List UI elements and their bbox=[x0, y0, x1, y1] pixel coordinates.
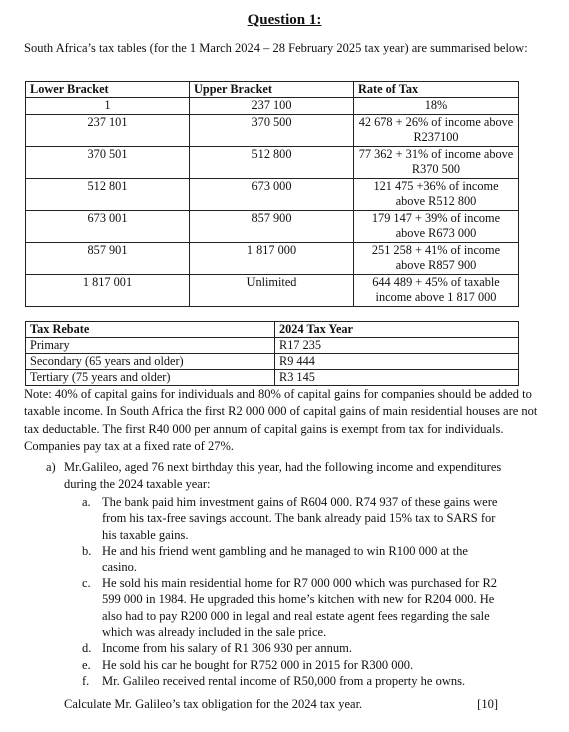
lower-bracket-cell: 1 bbox=[26, 98, 190, 115]
lower-bracket-cell: 370 501 bbox=[26, 146, 190, 178]
rate-cell: 251 258 + 41% of income above R857 900 bbox=[354, 242, 519, 274]
rebate-value-cell: R3 145 bbox=[275, 370, 519, 386]
item-text: He and his friend went gambling and he managed to win R100 000 at the casino. bbox=[102, 544, 468, 575]
item-label: c. bbox=[82, 576, 91, 590]
question-text: Mr.Galileo, aged 76 next birthday this year, had the following income and expenditures during the 2024 taxable year: bbox=[64, 460, 502, 491]
rate-cell: 121 475 +36% of income above R512 800 bbox=[354, 178, 519, 210]
upper-bracket-cell: 673 000 bbox=[190, 178, 354, 210]
upper-bracket-cell: 1 817 000 bbox=[190, 242, 354, 274]
header-rate-of-tax: Rate of Tax bbox=[354, 82, 519, 98]
item-label: a. bbox=[82, 495, 91, 509]
header-upper-bracket: Upper Bracket bbox=[190, 82, 354, 98]
rate-cell: 644 489 + 45% of taxable income above 1 817 000 bbox=[354, 274, 519, 306]
question-label: a) bbox=[46, 460, 56, 474]
instruction-text: Calculate Mr. Galileo’s tax obligation for the 2024 tax year. bbox=[64, 697, 363, 711]
tax-bracket-table bbox=[25, 81, 519, 307]
item-text: Mr. Galileo received rental income of R50,000 from a property he owns. bbox=[102, 674, 466, 688]
upper-bracket-cell: 237 100 bbox=[190, 98, 354, 115]
item-label: e. bbox=[82, 658, 91, 672]
item-text: The bank paid him investment gains of R604 000. R74 937 of these gains were from his tax-free savings account. The bank already paid 15% tax to SARS for his taxable gains. bbox=[102, 495, 498, 542]
header-tax-rebate: Tax Rebate bbox=[26, 322, 275, 338]
rebate-label-cell: Secondary (65 years and older) bbox=[26, 354, 275, 370]
rebate-label-cell: Tertiary (75 years and older) bbox=[26, 370, 275, 386]
upper-bracket-cell: 512 800 bbox=[190, 146, 354, 178]
calculation-instruction bbox=[64, 697, 498, 712]
rate-cell: 42 678 + 26% of income above R237100 bbox=[354, 114, 519, 146]
rebate-value-cell: R9 444 bbox=[275, 354, 519, 370]
table-row bbox=[26, 242, 519, 274]
lower-bracket-cell: 857 901 bbox=[26, 242, 190, 274]
upper-bracket-cell: 857 900 bbox=[190, 210, 354, 242]
table-row bbox=[26, 98, 519, 115]
table-row bbox=[26, 114, 519, 146]
lower-bracket-cell: 512 801 bbox=[26, 178, 190, 210]
list-item bbox=[82, 640, 502, 656]
header-lower-bracket: Lower Bracket bbox=[26, 82, 190, 98]
lower-bracket-cell: 237 101 bbox=[26, 114, 190, 146]
question-a bbox=[46, 459, 506, 492]
rate-cell: 18% bbox=[354, 98, 519, 115]
lower-bracket-cell: 1 817 001 bbox=[26, 274, 190, 306]
tax-rebate-table bbox=[25, 321, 519, 386]
list-item bbox=[82, 673, 502, 689]
upper-bracket-cell: Unlimited bbox=[190, 274, 354, 306]
note-paragraph: Note: 40% of capital gains for individuals and 80% of capital gains for companies should be added to taxable income. In South Africa the first R2 000 000 of capital gains of main residential houses are not tax deductable. The first R40 000 per annum of capital gains is exempt from tax for individuals. Companies pay tax at a fixed rate of 27%. bbox=[24, 387, 538, 453]
table-row bbox=[26, 338, 519, 354]
table-row bbox=[26, 146, 519, 178]
table-row bbox=[26, 274, 519, 306]
rate-cell: 77 362 + 31% of income above R370 500 bbox=[354, 146, 519, 178]
marks-label: [10] bbox=[477, 697, 498, 711]
table-header-row bbox=[26, 322, 519, 338]
intro-paragraph: South Africa’s tax tables (for the 1 March 2024 – 28 February 2025 tax year) are summarised below: bbox=[24, 41, 528, 55]
list-item bbox=[82, 543, 502, 576]
item-label: f. bbox=[82, 674, 90, 688]
rebate-value-cell: R17 235 bbox=[275, 338, 519, 354]
list-item bbox=[82, 494, 502, 543]
item-text: Income from his salary of R1 306 930 per annum. bbox=[102, 641, 352, 655]
rate-cell: 179 147 + 39% of income above R673 000 bbox=[354, 210, 519, 242]
upper-bracket-cell: 370 500 bbox=[190, 114, 354, 146]
item-label: b. bbox=[82, 544, 92, 558]
header-tax-year: 2024 Tax Year bbox=[275, 322, 519, 338]
table-row bbox=[26, 178, 519, 210]
rebate-label-cell: Primary bbox=[26, 338, 275, 354]
table-row bbox=[26, 370, 519, 386]
table-row bbox=[26, 354, 519, 370]
item-label: d. bbox=[82, 641, 92, 655]
lower-bracket-cell: 673 001 bbox=[26, 210, 190, 242]
list-item bbox=[82, 657, 502, 673]
table-row bbox=[26, 210, 519, 242]
item-text: He sold his car he bought for R752 000 in 2015 for R300 000. bbox=[102, 658, 414, 672]
list-item bbox=[82, 575, 502, 640]
table-header-row bbox=[26, 82, 519, 98]
question-title: Question 1: bbox=[247, 12, 322, 28]
item-text: He sold his main residential home for R7 000 000 which was purchased for R2 599 000 in 1984. He upgraded this home’s kitchen with new for R204 000. He also had to pay R200 000 in legal and real estate agent fees regarding the sale which was already included in the sale price. bbox=[102, 576, 498, 639]
